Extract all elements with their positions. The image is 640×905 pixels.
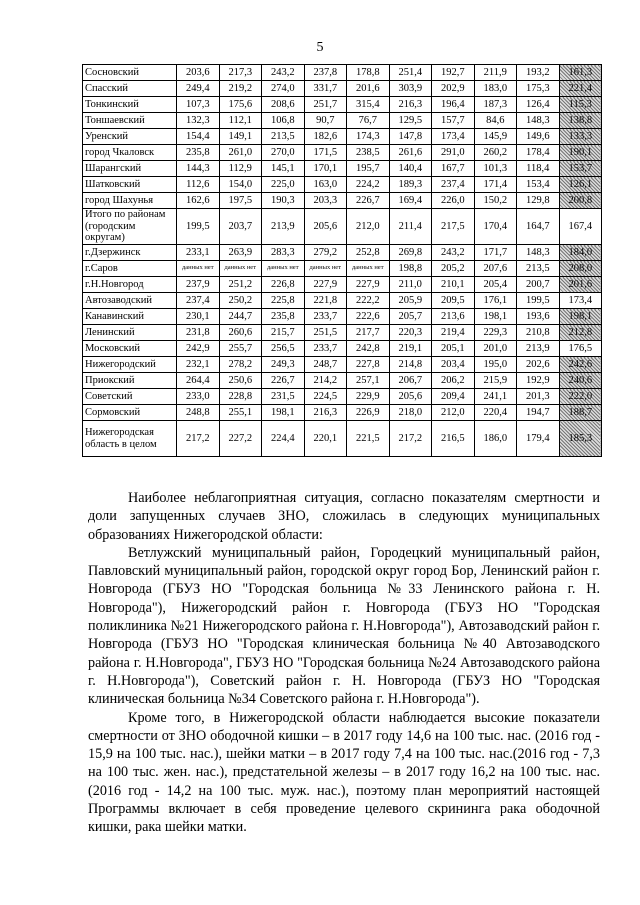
table-cell: 242,8 [347,341,390,357]
table-cell: 148,3 [517,113,560,129]
table-cell: 138,8 [559,113,602,129]
table-cell: 217,7 [347,325,390,341]
table-cell: 126,1 [559,177,602,193]
table-cell: 227,2 [219,421,262,457]
table-cell: 203,3 [304,193,347,209]
table-cell: 112,9 [219,161,262,177]
table-cell: 219,4 [432,325,475,341]
table-cell: 182,6 [304,129,347,145]
table-cell: 225,0 [262,177,305,193]
table-cell: 250,6 [219,373,262,389]
paragraph: Наиболее неблагоприятная ситуация, согласно показателям смертности и доли запущенных случаев ЗНО, сложилась в следующих муниципальных образованиях Нижегородской области: [88,490,600,543]
table-cell: 222,2 [347,293,390,309]
table-cell: 214,2 [304,373,347,389]
table-cell: 167,4 [559,209,602,245]
table-cell: 257,1 [347,373,390,389]
table-cell: 230,1 [177,309,220,325]
table-cell: 251,4 [389,65,432,81]
table-cell: 222,6 [347,309,390,325]
table-cell: 112,1 [219,113,262,129]
table-cell: данных нет [304,261,347,277]
row-label: Тоншаевский [83,113,177,129]
table-cell: 226,7 [262,373,305,389]
table-cell: 149,6 [517,129,560,145]
table-cell: 198,1 [474,309,517,325]
table-cell: 205,4 [474,277,517,293]
table-cell: 274,0 [262,81,305,97]
table-cell: 205,1 [432,341,475,357]
table-cell: 203,4 [432,357,475,373]
row-label: Нижегородский [83,357,177,373]
table-cell: 206,7 [389,373,432,389]
table-row [83,129,602,145]
table-row [83,209,602,245]
table-cell: 154,0 [219,177,262,193]
table-cell: 140,4 [389,161,432,177]
row-label: Ленинский [83,325,177,341]
table-cell: 212,0 [347,209,390,245]
table-cell: 261,0 [219,145,262,161]
table-cell: 229,3 [474,325,517,341]
table-cell: 197,5 [219,193,262,209]
table-row [83,277,602,293]
table-cell: 217,5 [432,209,475,245]
table-row [83,373,602,389]
table-cell: 101,3 [474,161,517,177]
table-cell: 261,6 [389,145,432,161]
table-cell: 269,8 [389,245,432,261]
table-cell: 205,7 [389,309,432,325]
table-cell: 201,6 [559,277,602,293]
table-row [83,405,602,421]
table-cell: 190,1 [559,145,602,161]
table-cell: 170,1 [304,161,347,177]
table-cell: 205,6 [389,389,432,405]
table-cell: 212,0 [432,405,475,421]
table-row [83,193,602,209]
table-cell: 260,6 [219,325,262,341]
table-cell: 251,2 [219,277,262,293]
table-cell: 217,3 [219,65,262,81]
table-cell: 224,4 [262,421,305,457]
table-cell: 198,1 [262,405,305,421]
table-cell: 202,6 [517,357,560,373]
table-cell: 196,4 [432,97,475,113]
row-label: Шарангский [83,161,177,177]
table-cell: 210,1 [432,277,475,293]
table-cell: 251,7 [304,97,347,113]
table-cell: 145,9 [474,129,517,145]
table-cell: 200,8 [559,193,602,209]
table-cell: данных нет [347,261,390,277]
table-cell: 217,2 [177,421,220,457]
table-cell: 169,4 [389,193,432,209]
table-cell: 186,0 [474,421,517,457]
table-cell: 224,2 [347,177,390,193]
table-cell: 237,9 [177,277,220,293]
table-cell: 225,8 [262,293,305,309]
table-cell: 218,0 [389,405,432,421]
table-cell: 183,0 [474,81,517,97]
paragraph: Ветлужский муниципальный район, Городецкий муниципальный район, Павловский муниципальный район, городской округ город Бор, Ленинский район г. Новгорода (ГБУЗ НО "Городская больница №33 Ленинского района г. Н. Новгорода"), Нижегородский район г. Новгорода (ГБУЗ НО "Городская поликлиника №21 Нижегородского района г. Н.Новгорода"), Автозаводский район г. Новгорода (ГБУЗ НО "Городская клиническая больница №40 Автозаводского района г. Н.Новгорода", ГБУЗ НО "Городская больница №24 Автозаводского района г. Н.Новгорода"), Советский район г. Н. Новгорода (ГБУЗ НО "Городская клиническая больница №34 Советского района г. Н.Новгорода"). [88,544,600,708]
table-cell: 221,5 [347,421,390,457]
table-cell: 213,9 [262,209,305,245]
table-cell: 251,5 [304,325,347,341]
table-cell: 176,1 [474,293,517,309]
table-row [83,261,602,277]
table-row [83,97,602,113]
table-cell: 126,4 [517,97,560,113]
table-cell: 211,0 [389,277,432,293]
table-cell: 213,6 [432,309,475,325]
table-cell: 107,3 [177,97,220,113]
table-row [83,293,602,309]
table-row [83,357,602,373]
table-cell: 260,2 [474,145,517,161]
table-cell: 216,5 [432,421,475,457]
table-cell: 217,2 [389,421,432,457]
table-cell: 209,5 [432,293,475,309]
table-cell: 210,8 [517,325,560,341]
table-cell: 231,8 [177,325,220,341]
table-cell: 279,2 [304,245,347,261]
table-cell: 118,4 [517,161,560,177]
table-cell: 211,9 [474,65,517,81]
table-cell: 190,3 [262,193,305,209]
table-cell: 213,9 [517,341,560,357]
table-row [83,421,602,457]
table-cell: 170,4 [474,209,517,245]
table-cell: 215,7 [262,325,305,341]
table-cell: 148,3 [517,245,560,261]
table-cell: 178,4 [517,145,560,161]
table-cell: 175,3 [517,81,560,97]
table-row [83,389,602,405]
table-cell: 214,8 [389,357,432,373]
paragraph: Кроме того, в Нижегородской области наблюдается высокие показатели смертности от ЗНО ободочной кишки – в 2017 году 14,6 на 100 тыс. нас. (2016 год - 15,9 на 100 тыс. нас.), шейки матки – в 2017 году 7,4 на 100 тыс. нас.(2016 год - 7,3 на 100 тыс. жен. нас.), предстательной железы – в 2017 году 16,2 на 100 тыс. нас. (2016 год - 14,2 на 100 тыс. муж. нас.), поэтому план мероприятий настоящей Программы включает в себя проведение целевого скрининга рака ободочной кишки, рака шейки матки. [88,709,600,836]
table-cell: 115,3 [559,97,602,113]
table-cell: 255,1 [219,405,262,421]
table-cell: 173,4 [559,293,602,309]
row-label: Сормовский [83,405,177,421]
table-cell: 184,0 [559,245,602,261]
row-label: Канавинский [83,309,177,325]
table-row [83,81,602,97]
row-label: Спасский [83,81,177,97]
table-cell: 144,3 [177,161,220,177]
table-cell: 216,3 [389,97,432,113]
table-cell: 237,8 [304,65,347,81]
table-cell: 188,7 [559,405,602,421]
table-cell: 192,9 [517,373,560,389]
table-cell: 238,5 [347,145,390,161]
table-cell: 242,9 [177,341,220,357]
row-label: Московский [83,341,177,357]
table-cell: 237,4 [432,177,475,193]
table-cell: 249,4 [177,81,220,97]
table-cell: 198,1 [559,309,602,325]
table-cell: 220,4 [474,405,517,421]
table-cell: 227,9 [347,277,390,293]
table-cell: 237,4 [177,293,220,309]
table-cell: 212,8 [559,325,602,341]
table-cell: 205,6 [304,209,347,245]
table-cell: 226,0 [432,193,475,209]
table-cell: 203,6 [177,65,220,81]
table-cell: 213,5 [517,261,560,277]
table-row [83,145,602,161]
table-cell: 176,5 [559,341,602,357]
table-cell: 161,3 [559,65,602,81]
table-cell: 157,7 [432,113,475,129]
table-cell: 193,6 [517,309,560,325]
table-cell: 283,3 [262,245,305,261]
table-cell: 201,6 [347,81,390,97]
page-number: 5 [316,40,324,55]
table-cell: 112,6 [177,177,220,193]
table-cell: 84,6 [474,113,517,129]
table-cell: 232,1 [177,357,220,373]
table-cell: 174,3 [347,129,390,145]
table-cell: 235,8 [177,145,220,161]
row-label: г.Н.Новгород [83,277,177,293]
table-cell: 147,8 [389,129,432,145]
table-cell: 133,3 [559,129,602,145]
table-cell: 203,7 [219,209,262,245]
row-label: город Чкаловск [83,145,177,161]
table-cell: 129,5 [389,113,432,129]
table-cell: 240,6 [559,373,602,389]
table-cell: 153,4 [517,177,560,193]
table-row [83,65,602,81]
table-cell: 263,9 [219,245,262,261]
table-cell: 206,2 [432,373,475,389]
table-cell: 164,7 [517,209,560,245]
table-row [83,325,602,341]
table-cell: 208,6 [262,97,305,113]
table-cell: 331,7 [304,81,347,97]
table-cell: 220,1 [304,421,347,457]
table-cell: 207,6 [474,261,517,277]
table-cell: 315,4 [347,97,390,113]
table-row [83,341,602,357]
table-cell: 233,7 [304,309,347,325]
table-cell: 233,0 [177,389,220,405]
table-cell: 153,7 [559,161,602,177]
row-label: Итого по районам (городским округам) [83,209,177,245]
table-cell: 278,2 [219,357,262,373]
table-cell: 76,7 [347,113,390,129]
table-cell: 195,7 [347,161,390,177]
table-cell: 231,5 [262,389,305,405]
table-row [83,113,602,129]
table-cell: 270,0 [262,145,305,161]
table-cell: 233,1 [177,245,220,261]
table-cell: 221,4 [559,81,602,97]
body-text [88,489,600,837]
table-cell: 219,2 [219,81,262,97]
table-cell: 222,0 [559,389,602,405]
table-cell: 90,7 [304,113,347,129]
table-cell: 201,3 [517,389,560,405]
table-cell: 221,8 [304,293,347,309]
table-cell: 145,1 [262,161,305,177]
table-cell: 264,4 [177,373,220,389]
table-cell: 242,6 [559,357,602,373]
table-cell: 226,7 [347,193,390,209]
table-cell: 171,7 [474,245,517,261]
table-cell: 167,7 [432,161,475,177]
table-cell: 149,1 [219,129,262,145]
table-cell: 171,4 [474,177,517,193]
table-cell: 163,0 [304,177,347,193]
table-cell: 150,2 [474,193,517,209]
table-cell: 195,0 [474,357,517,373]
table-cell: 248,7 [304,357,347,373]
row-label: Советский [83,389,177,405]
table-cell: 229,9 [347,389,390,405]
row-label: Сосновский [83,65,177,81]
table-cell: 200,7 [517,277,560,293]
table-cell: 227,9 [304,277,347,293]
table-cell: 129,8 [517,193,560,209]
table-cell: 215,9 [474,373,517,389]
table-cell: 243,2 [262,65,305,81]
table-cell: данных нет [262,261,305,277]
table-cell: 241,1 [474,389,517,405]
table-cell: 179,4 [517,421,560,457]
table-cell: 291,0 [432,145,475,161]
table-cell: 209,4 [432,389,475,405]
row-label: город Шахунья [83,193,177,209]
row-label: Уренский [83,129,177,145]
table-cell: 243,2 [432,245,475,261]
row-label: Нижегородская область в целом [83,421,177,457]
table-cell: 233,7 [304,341,347,357]
table-cell: 187,3 [474,97,517,113]
table-cell: 173,4 [432,129,475,145]
table-cell: 205,9 [389,293,432,309]
table-cell: 175,6 [219,97,262,113]
table-cell: 201,0 [474,341,517,357]
table-row [83,309,602,325]
table-cell: 250,2 [219,293,262,309]
table-cell: 162,6 [177,193,220,209]
row-label: г.Дзержинск [83,245,177,261]
row-label: Приокский [83,373,177,389]
table-cell: 220,3 [389,325,432,341]
table-cell: 199,5 [177,209,220,245]
table-cell: 226,9 [347,405,390,421]
table-cell: 194,7 [517,405,560,421]
table-cell: 226,8 [262,277,305,293]
table-cell: 208,0 [559,261,602,277]
table-cell: 189,3 [389,177,432,193]
table-cell: 213,5 [262,129,305,145]
table-cell: 228,8 [219,389,262,405]
row-label: Шатковский [83,177,177,193]
table-cell: 106,8 [262,113,305,129]
table-row [83,177,602,193]
table-cell: 256,5 [262,341,305,357]
table-cell: 205,2 [432,261,475,277]
table-cell: 227,8 [347,357,390,373]
row-label: Тонкинский [83,97,177,113]
table-cell: 303,9 [389,81,432,97]
table-cell: 154,4 [177,129,220,145]
table-cell: 255,7 [219,341,262,357]
table-cell: 216,3 [304,405,347,421]
table-cell: 171,5 [304,145,347,161]
table-cell: 252,8 [347,245,390,261]
table-row [83,161,602,177]
table-cell: данных нет [219,261,262,277]
table-cell: 132,3 [177,113,220,129]
table-cell: 193,2 [517,65,560,81]
table-cell: 235,8 [262,309,305,325]
row-label: Автозаводский [83,293,177,309]
table-cell: 244,7 [219,309,262,325]
table-cell: 249,3 [262,357,305,373]
table-cell: 219,1 [389,341,432,357]
table-cell: 199,5 [517,293,560,309]
table-cell: данных нет [177,261,220,277]
row-label: г.Саров [83,261,177,277]
table-row [83,245,602,261]
table-cell: 198,8 [389,261,432,277]
mortality-table [82,64,602,457]
table-cell: 202,9 [432,81,475,97]
table-cell: 185,3 [559,421,602,457]
table-cell: 178,8 [347,65,390,81]
table-cell: 224,5 [304,389,347,405]
table-cell: 248,8 [177,405,220,421]
table-cell: 192,7 [432,65,475,81]
table-cell: 211,4 [389,209,432,245]
